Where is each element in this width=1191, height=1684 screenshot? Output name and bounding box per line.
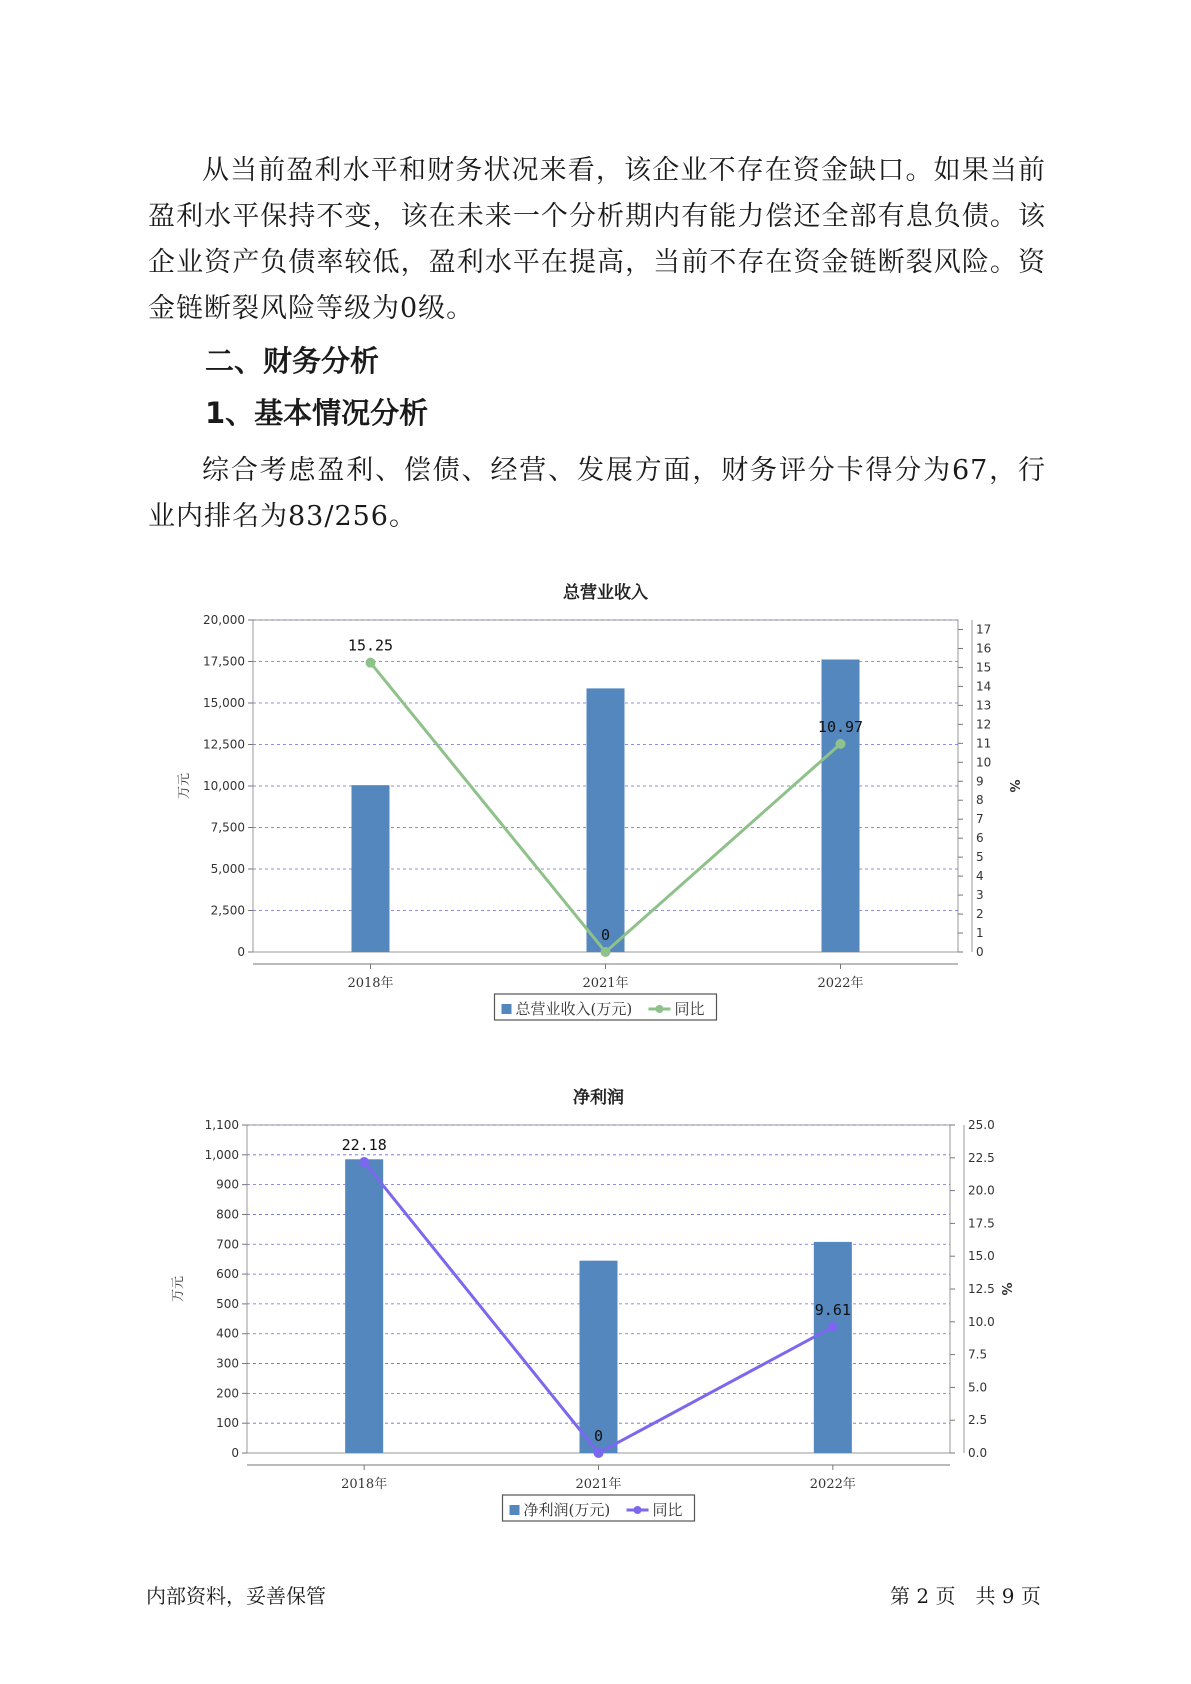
legend-bar-label: 总营业收入(万元) (515, 1000, 633, 1018)
y2-tick-label: 12.5 (968, 1282, 995, 1296)
y-tick-label: 900 (216, 1177, 239, 1192)
legend-line-marker (634, 1506, 642, 1514)
y2-tick-label: 3 (976, 888, 984, 903)
data-label: 0 (593, 1427, 604, 1445)
footer-confidential-note: 内部资料，妥善保管 (146, 1584, 326, 1608)
y-tick-label: 700 (216, 1237, 239, 1252)
x-tick-label: 2022年 (809, 1477, 856, 1492)
y-tick-label: 800 (216, 1207, 239, 1222)
y2-axis-title: % (1006, 779, 1021, 793)
bar (352, 785, 390, 952)
line-point (828, 1322, 838, 1332)
y2-tick-label: 2 (976, 907, 984, 922)
y-tick-label: 500 (216, 1296, 239, 1311)
line-point (594, 1448, 604, 1458)
x-tick-label: 2018年 (347, 976, 394, 991)
y2-tick-label: 8 (976, 793, 984, 808)
line-point (359, 1157, 369, 1167)
y2-tick-label: 1 (976, 926, 984, 941)
data-label: 15.25 (347, 636, 394, 655)
data-label: 9.61 (814, 1300, 851, 1319)
y-tick-label: 2,500 (210, 903, 245, 918)
y-tick-label: 1,000 (204, 1147, 239, 1162)
y2-tick-label: 4 (976, 869, 984, 884)
y-tick-label: 20,000 (203, 613, 245, 627)
subsection-heading-basic-analysis: 1、基本情况分析 (205, 396, 429, 430)
legend-line-label: 同比 (652, 1501, 683, 1519)
y-tick-label: 100 (216, 1416, 239, 1431)
y2-tick-label: 20.0 (968, 1183, 995, 1198)
y2-tick-label: 14 (976, 679, 992, 694)
y-tick-label: 17,500 (203, 654, 245, 669)
section-heading-financial-analysis: 二、财务分析 (205, 344, 380, 378)
bar (587, 688, 625, 952)
y2-tick-label: 0.0 (968, 1446, 988, 1460)
y2-tick-label: 6 (976, 831, 984, 846)
bar (814, 1242, 852, 1453)
x-tick-label: 2021年 (575, 1477, 622, 1492)
y2-tick-label: 9 (976, 774, 984, 789)
y2-tick-label: 16 (976, 641, 992, 656)
y2-tick-label: 11 (976, 736, 992, 751)
legend-line-marker (656, 1005, 664, 1013)
chart-revenue (0, 560, 1191, 1030)
chart-net-profit (0, 1060, 1191, 1530)
y2-tick-label: 22.5 (968, 1150, 995, 1165)
y-tick-label: 400 (216, 1326, 239, 1341)
y-tick-label: 15,000 (203, 696, 245, 710)
legend-bar-label: 净利润(万元) (523, 1501, 611, 1519)
y2-tick-label: 17.5 (968, 1216, 995, 1231)
y2-tick-label: 5 (976, 850, 984, 865)
footer-page-number: 第 2 页 共 9 页 (890, 1584, 1041, 1608)
y-tick-label: 5,000 (210, 862, 245, 876)
y-tick-label: 0 (237, 945, 245, 959)
y2-tick-label: 7.5 (968, 1347, 988, 1362)
y2-tick-label: 15.0 (968, 1249, 995, 1264)
y2-tick-label: 12 (976, 717, 992, 732)
data-label: 22.18 (341, 1135, 387, 1154)
y-tick-label: 300 (216, 1356, 239, 1371)
chart-title: 净利润 (573, 1088, 624, 1108)
y2-tick-label: 10.0 (968, 1314, 995, 1329)
y-tick-label: 200 (216, 1386, 239, 1401)
line-point (366, 658, 376, 668)
y-tick-label: 0 (231, 1446, 239, 1460)
y-tick-label: 600 (216, 1267, 239, 1282)
y-axis-title: 万元 (177, 772, 192, 800)
paragraph-score: 综合考虑盈利、偿债、经营、发展方面，财务评分卡得分为67，行业内排名为83/256。 (148, 455, 1046, 532)
y2-tick-label: 25.0 (968, 1118, 995, 1132)
y2-tick-label: 7 (976, 812, 984, 827)
y-tick-label: 10,000 (203, 779, 245, 793)
x-tick-label: 2018年 (341, 1477, 388, 1492)
bar (345, 1159, 383, 1453)
y-axis-title: 万元 (171, 1275, 186, 1303)
y-tick-label: 7,500 (210, 820, 245, 835)
y-tick-label: 12,500 (203, 737, 245, 752)
bar (580, 1261, 618, 1453)
net-profit-chart-svg (0, 1060, 1191, 1530)
y-tick-label: 1,100 (204, 1118, 239, 1132)
legend-bar-swatch (510, 1505, 520, 1515)
legend-line-label: 同比 (674, 1000, 705, 1018)
paragraph-funding-risk: 从当前盈利水平和财务状况来看，该企业不存在资金缺口。如果当前盈利水平保持不变，该在未来一个分析期内有能力偿还全部有息负债。该企业资产负债率较低，盈利水平在提高，当前不存在资金链断裂风险。资金链断裂风险等级为0级。 (148, 155, 1046, 324)
y2-tick-label: 0 (976, 945, 984, 959)
line-point (601, 947, 611, 957)
y2-tick-label: 5.0 (968, 1380, 988, 1395)
data-label: 0 (600, 926, 611, 944)
bar (822, 660, 860, 952)
revenue-chart-svg (0, 560, 1191, 1030)
x-tick-label: 2021年 (582, 976, 629, 991)
y2-axis-title: % (998, 1282, 1013, 1296)
y2-tick-label: 17 (976, 622, 992, 637)
chart-title: 总营业收入 (563, 583, 648, 603)
data-label: 10.97 (817, 717, 864, 736)
y2-tick-label: 15 (976, 660, 992, 675)
y2-tick-label: 13 (976, 698, 992, 713)
legend-bar-swatch (502, 1004, 512, 1014)
y2-tick-label: 2.5 (968, 1413, 988, 1428)
x-tick-label: 2022年 (817, 976, 864, 991)
line-point (836, 739, 846, 749)
y2-tick-label: 10 (976, 755, 992, 770)
